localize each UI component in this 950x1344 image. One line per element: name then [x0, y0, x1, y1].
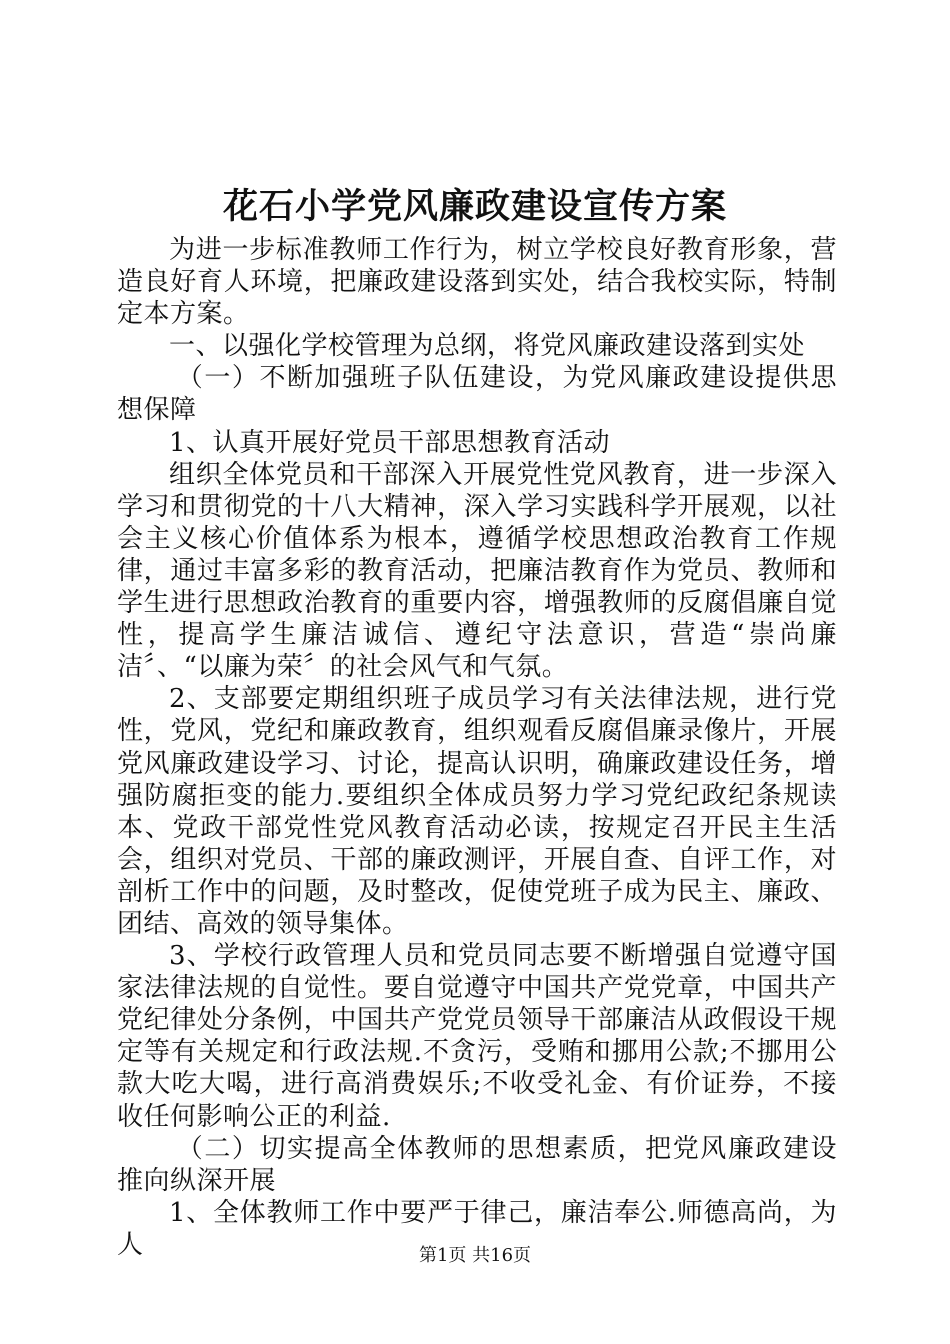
subsection-heading-1: （一）不断加强班子队伍建设，为党风廉政建设提供思想保障: [117, 363, 837, 426]
section-heading-1: 一、以强化学校管理为总纲，将党风廉政建设落到实处: [169, 331, 806, 362]
intro-paragraph: 为进一步标准教师工作行为，树立学校良好教育形象，营造良好育人环境，把廉政建设落到实处，结合我校实际，特制定本方案。: [117, 235, 837, 330]
document-body: [117, 234, 837, 1261]
item-heading-1: 1、认真开展好党员干部思想教育活动: [169, 427, 611, 458]
subsection-heading-2: （二）切实提高全体教师的思想素质，把党风廉政建设推向纵深开展: [117, 1133, 837, 1196]
body-paragraph-1: 组织全体党员和干部深入开展党性党风教育，进一步深入学习和贯彻党的十八大精神，深入学习实践科学开展观，以社会主义核心价值体系为根本，遵循学校思想政治教育工作规律，通过丰富多彩的教育活动，把廉洁教育作为党员、教师和学生进行思想政治教育的重要内容，增强教师的反腐倡廉自觉性，提高学生廉洁诚信、遵纪守法意识，营造“崇尚廉洁〞、“以廉为荣〞的社会风气和气氛。: [117, 459, 837, 683]
page-footer: 第1页 共16页: [418, 1245, 532, 1266]
body-paragraph-2: 2、支部要定期组织班子成员学习有关法律法规，进行党性，党风，党纪和廉政教育，组织观看反腐倡廉录像片，开展党风廉政建设学习、讨论，提高认识明，确廉政建设任务，增强防腐拒变的能力.要组织全体成员努力学习党纪政纪条规读本、党政干部党性党风教育活动必读，按规定召开民主生活会，组织对党员、干部的廉政测评，开展自查、自评工作，对剖析工作中的问题，及时整改，促使党班子成为民主、廉政、团结、高效的领导集体。: [117, 684, 837, 939]
body-paragraph-4: 1、全体教师工作中要严于律己，廉洁奉公.师德高尚，为人: [117, 1197, 837, 1260]
body-paragraph-3: 3、学校行政管理人员和党员同志要不断增强自觉遵守国家法律法规的自觉性。要自觉遵守中国共产党党章，中国共产党纪律处分条例，中国共产党党员领导干部廉洁从政假设干规定等有关规定和行政法规.不贪污，受贿和挪用公款;不挪用公款大吃大喝，进行高消费娱乐;不收受礼金、有价证券，不接收任何影响公正的利益.: [117, 941, 837, 1132]
document-title: 花石小学党风廉政建设宣传方案: [222, 186, 727, 227]
